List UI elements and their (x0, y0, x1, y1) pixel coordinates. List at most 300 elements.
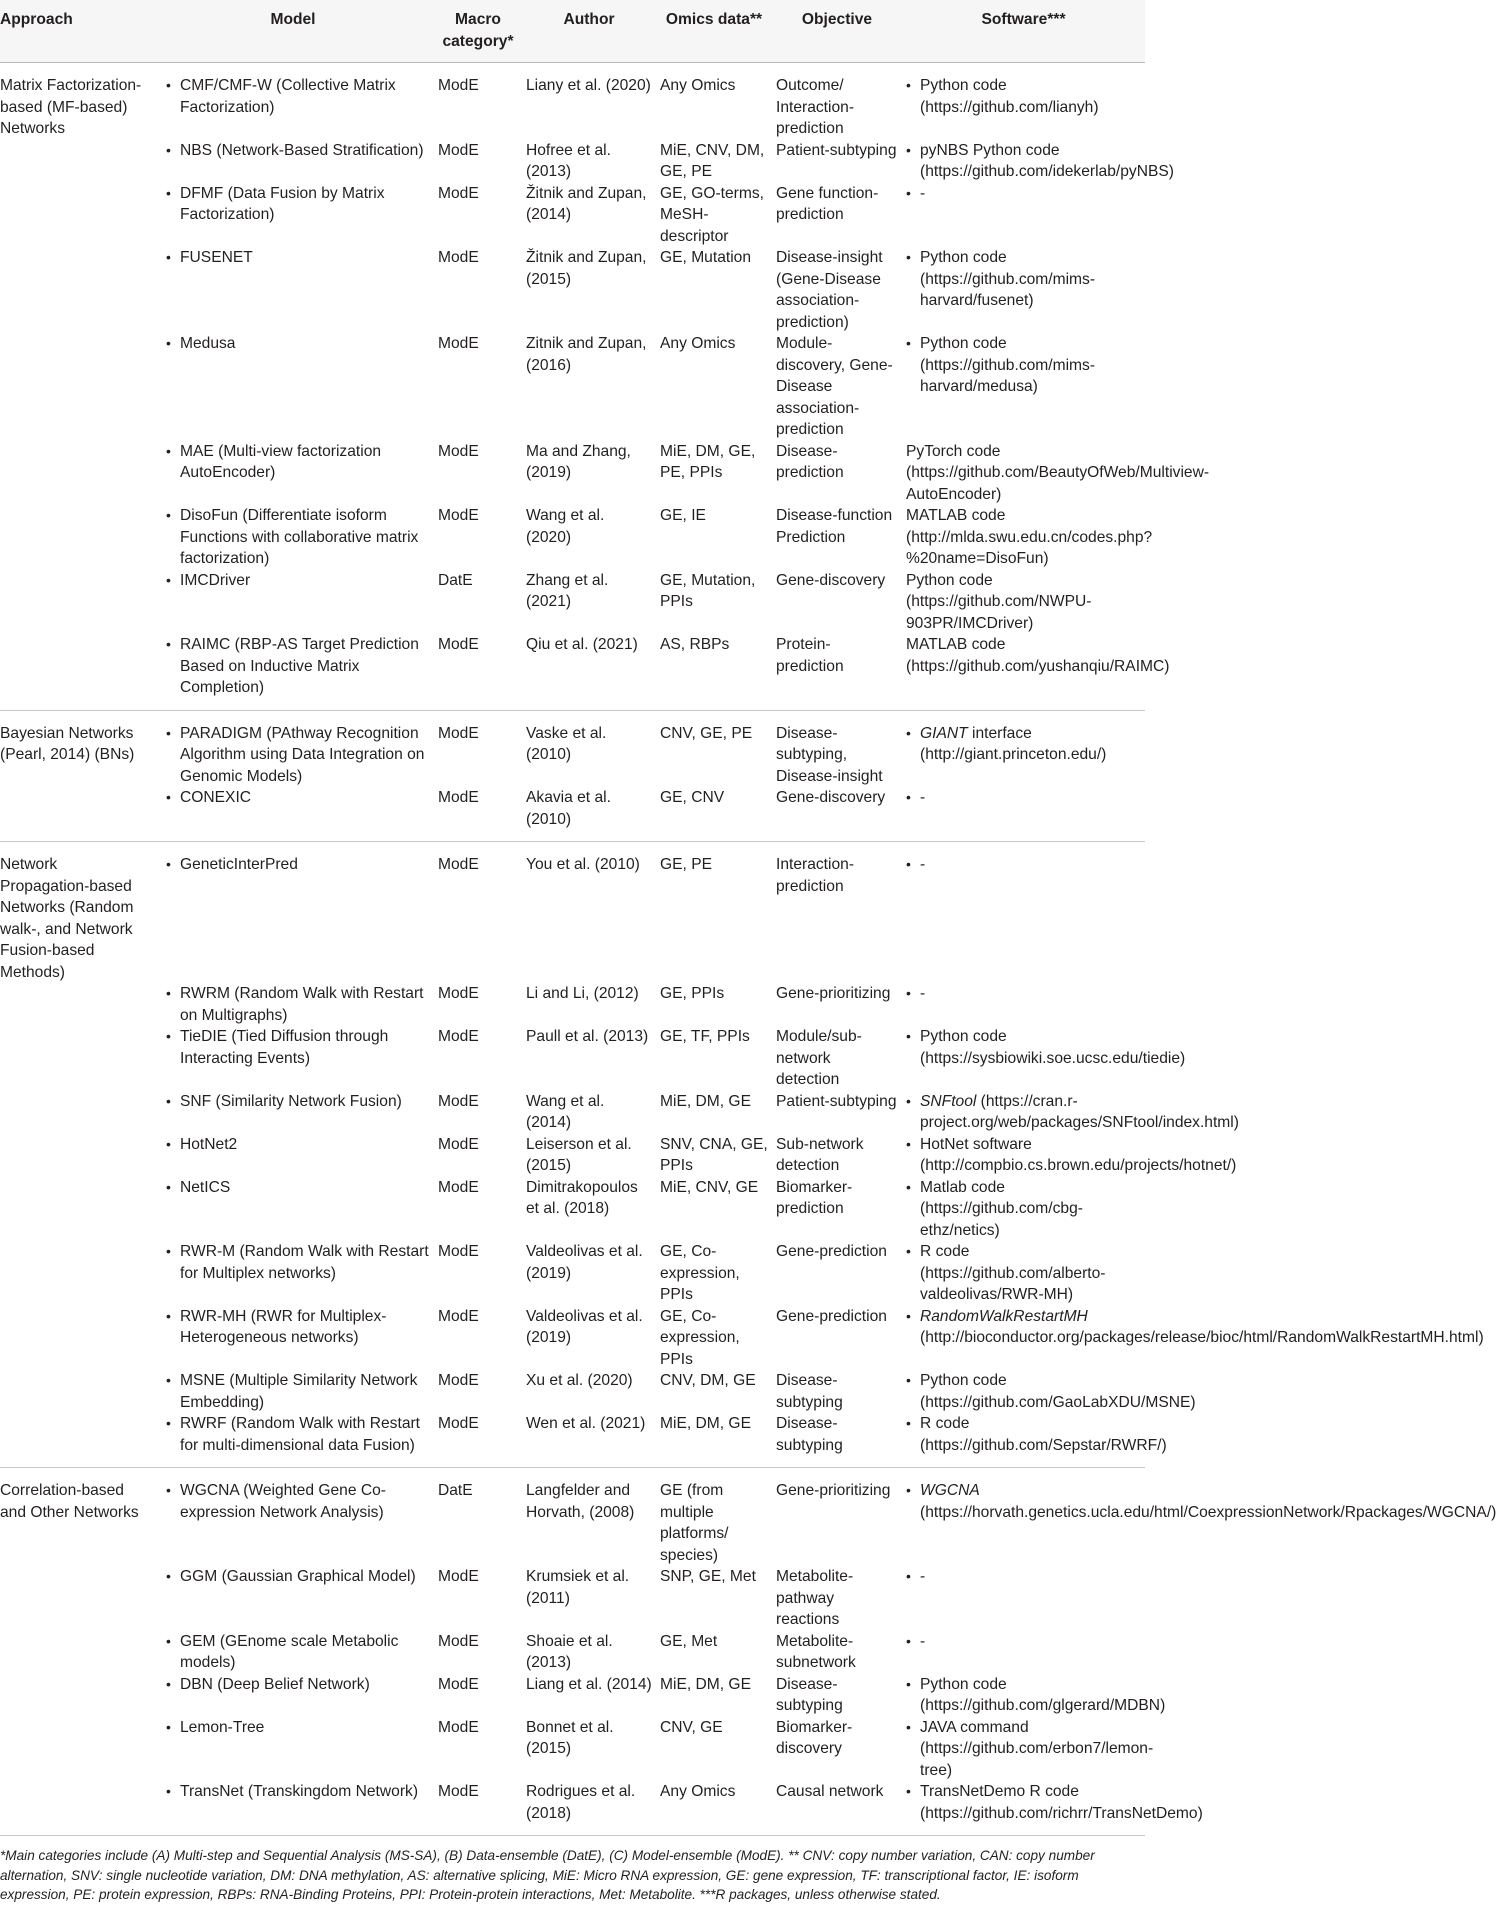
bullet-icon: • (906, 1028, 911, 1044)
cell-model (152, 247, 434, 333)
software-text (920, 1566, 1141, 1588)
cell-model (152, 634, 434, 710)
software-link-text: Python code (https://github.com/NWPU-903PR/IMCDriver) (906, 571, 1092, 632)
cell-author: Valdeolivas et al. (2019) (526, 1243, 643, 1282)
cell-omics-data: GE (from multiple platforms/ species) (660, 1482, 729, 1564)
cell-macro-category: ModE (438, 335, 479, 352)
cell-author: Žitnik and Zupan, (2014) (526, 184, 647, 223)
header-omics-data: Omics data** (656, 0, 772, 63)
cell-software (902, 1134, 1237, 1177)
table-row (0, 505, 1145, 570)
model-name: TransNet (Transkingdom Network) (180, 1783, 419, 1800)
cell-omics-data: SNV, CNA, GE, PPIs (660, 1135, 768, 1174)
cell-omics-data: MiE, CNV, DM, GE, PE (660, 141, 765, 180)
bullet-icon: • (166, 184, 171, 201)
table-row (0, 333, 1145, 441)
software-text (920, 1306, 1484, 1349)
cell-objective: Disease-subtyping (776, 1372, 843, 1411)
cell-omics-data: GE, Mutation (660, 249, 752, 266)
cell-omics-data: GE, Co-expression, PPIs (660, 1243, 740, 1303)
bullet-icon: • (166, 1415, 171, 1431)
cell-objective: Interaction-prediction (776, 856, 855, 895)
model-name: FUSENET (180, 249, 253, 266)
model-name: PARADIGM (PAthway Recognition Algorithm using Data Integration on Genomic Models) (180, 724, 425, 785)
cell-macro-category: ModE (434, 1781, 522, 1836)
cell-omics-data: CNV, GE (660, 1718, 723, 1736)
model-bullet-item (166, 570, 430, 592)
software-text (920, 1674, 1165, 1717)
bullet-icon: • (166, 249, 171, 265)
cell-objective: Disease-subtyping (772, 1413, 902, 1468)
bullet-icon: • (166, 1092, 171, 1109)
cell-macro-category: ModE (438, 442, 479, 460)
model-name: RWR-MH (RWR for Multiplex-Heterogeneous networks) (180, 1307, 387, 1346)
software-item (906, 183, 1141, 205)
bullet-icon: • (166, 1783, 171, 1799)
model-bullet-item (166, 1480, 430, 1523)
cell-model (152, 710, 434, 787)
cell-omics-data: Any Omics (660, 77, 736, 94)
cell-objective: Patient-subtyping (776, 141, 897, 159)
table-row (0, 1717, 1145, 1782)
software-link-text: HotNet software (http://compbio.cs.brown.edu/projects/hotnet/) (920, 1135, 1237, 1174)
cell-model (152, 63, 434, 140)
software-text (920, 983, 1141, 1005)
bullet-icon: • (906, 1307, 911, 1324)
cell-omics-data: GE, TF, PPIs (660, 1028, 750, 1045)
model-bullet-item (166, 1413, 430, 1456)
cell-model (152, 1717, 434, 1782)
software-link-text: - (920, 1568, 926, 1585)
cell-macro-category: ModE (438, 1135, 479, 1153)
software-link-text: TransNetDemo R code (https://github.com/richrr/TransNetDemo) (920, 1783, 1203, 1822)
software-item (906, 247, 1141, 312)
software-link-text: Python code (https://github.com/glgerard/MDBN) (920, 1675, 1166, 1714)
software-package-name: GIANT (920, 724, 968, 742)
bullet-icon: • (906, 1568, 911, 1584)
cell-approach (0, 1177, 152, 1242)
cell-model (152, 1241, 434, 1306)
cell-approach (0, 1026, 152, 1091)
bullet-icon: • (906, 141, 911, 158)
model-name: GGM (Gaussian Graphical Model) (180, 1568, 416, 1585)
cell-approach (0, 1091, 152, 1134)
table-row (0, 1631, 1145, 1674)
model-name: NetICS (180, 1178, 231, 1196)
header-macro-category: Macro category* (434, 0, 522, 63)
cell-objective: Disease-prediction (776, 442, 844, 481)
cell-author: Leiserson et al. (2015) (526, 1135, 632, 1174)
cell-objective: Causal network (772, 1781, 902, 1836)
model-name: Lemon-Tree (180, 1718, 265, 1736)
software-text (906, 570, 1141, 635)
cell-macro-category: ModE (438, 184, 479, 202)
cell-model (152, 1674, 434, 1717)
model-bullet-item (166, 1781, 430, 1803)
cell-approach: Bayesian Networks (Pearl, 2014) (BNs) (0, 724, 135, 763)
cell-model (152, 1370, 434, 1413)
table-row (0, 140, 1145, 183)
software-text (920, 854, 1141, 876)
software-text (920, 247, 1141, 312)
table-row (0, 1177, 1145, 1242)
cell-author: Dimitrakopoulos et al. (2018) (526, 1178, 638, 1217)
model-bullet-item (166, 333, 430, 355)
cell-model (152, 1026, 434, 1091)
bullet-icon: • (166, 1178, 171, 1195)
cell-author: Li and Li, (2012) (526, 985, 639, 1002)
software-text (920, 1781, 1203, 1824)
cell-omics-data: AS, RBPs (656, 634, 772, 710)
model-name: CMF/CMF-W (Collective Matrix Factorization) (180, 77, 396, 116)
cell-objective: Protein-prediction (772, 634, 902, 710)
cell-model (152, 983, 434, 1026)
cell-omics-data: MiE, DM, GE (660, 1675, 751, 1693)
cell-approach (0, 1717, 152, 1782)
cell-objective: Disease-subtyping, Disease-insight (776, 724, 883, 785)
model-bullet-item (166, 247, 430, 269)
cell-macro-category: ModE (434, 1413, 522, 1468)
cell-model (152, 787, 434, 842)
bullet-icon: • (906, 985, 911, 1001)
cell-objective: Gene function-prediction (776, 184, 879, 223)
bullet-icon: • (166, 636, 171, 652)
model-bullet-item (166, 723, 430, 788)
software-text (920, 1026, 1185, 1069)
bullet-icon: • (166, 77, 171, 93)
cell-omics-data: CNV, DM, GE (660, 1372, 756, 1389)
cell-author: Akavia et al. (2010) (522, 787, 656, 842)
cell-software (902, 634, 1170, 710)
software-item (906, 634, 1170, 677)
model-bullet-item (166, 75, 430, 118)
cell-approach (0, 570, 152, 635)
cell-author: Hofree et al. (2013) (526, 141, 611, 180)
software-text (920, 1134, 1236, 1177)
model-bullet-item (166, 1241, 430, 1284)
software-text (906, 441, 1209, 506)
cell-model (152, 1631, 434, 1674)
software-text (920, 1241, 1141, 1306)
bullet-icon: • (166, 724, 171, 741)
table-row (0, 247, 1145, 333)
cell-author: Rodrigues et al. (2018) (522, 1781, 656, 1836)
model-bullet-item (166, 1674, 430, 1696)
cell-approach (0, 505, 152, 570)
table-row (0, 1306, 1145, 1371)
cell-software (902, 505, 1153, 570)
model-bullet-item (166, 1134, 430, 1156)
model-bullet-item (166, 1091, 430, 1113)
cell-software (902, 1631, 1145, 1674)
cell-macro-category: ModE (438, 856, 479, 873)
model-name: DFMF (Data Fusion by Matrix Factorization) (180, 184, 385, 223)
header-software: Software*** (902, 0, 1145, 63)
cell-model (152, 1566, 434, 1631)
software-item (906, 983, 1141, 1005)
cell-software (902, 441, 1210, 506)
software-item (906, 333, 1141, 398)
software-link-text: Matlab code (https://github.com/cbg-ethz/netics) (920, 1178, 1083, 1239)
software-item (906, 75, 1141, 118)
header-objective: Objective (772, 0, 902, 63)
cell-software (902, 333, 1145, 441)
bullet-icon: • (166, 1675, 171, 1692)
software-text (920, 1370, 1196, 1413)
cell-objective: Gene-prioritizing (776, 985, 891, 1002)
cell-macro-category: ModE (438, 141, 479, 159)
cell-software (902, 710, 1145, 787)
cell-macro-category: ModE (434, 634, 522, 710)
bullet-icon: • (166, 1135, 171, 1152)
table-row (0, 1674, 1145, 1717)
cell-objective: Gene-prediction (776, 1307, 887, 1325)
model-bullet-item (166, 505, 430, 570)
model-bullet-item (166, 183, 430, 226)
model-name: RWRM (Random Walk with Restart on Multigraphs) (180, 985, 424, 1024)
model-bullet-item (166, 1177, 430, 1199)
model-name: MSNE (Multiple Similarity Network Embedding) (180, 1372, 418, 1411)
software-text (906, 505, 1152, 570)
cell-objective: Metabolite-pathway reactions (776, 1568, 854, 1628)
cell-author: Liany et al. (2020) (526, 77, 651, 94)
cell-objective: Biomarker-discovery (776, 1718, 853, 1757)
cell-software (902, 1091, 1239, 1134)
bullet-icon: • (166, 1028, 171, 1044)
table-row (0, 570, 1145, 635)
software-item (906, 1480, 1496, 1523)
cell-software (902, 183, 1145, 248)
software-link-text: Python code (https://github.com/mims-harvard/medusa) (920, 335, 1096, 395)
bullet-icon: • (166, 1718, 171, 1735)
header-author: Author (522, 0, 656, 63)
cell-software (902, 1241, 1145, 1306)
cell-macro-category: DatE (438, 571, 473, 589)
header-approach: Approach (0, 0, 152, 63)
cell-author: Vaske et al. (2010) (526, 724, 607, 763)
software-text (920, 183, 1141, 205)
bullet-icon: • (906, 1372, 911, 1388)
cell-objective: Patient-subtyping (776, 1092, 897, 1110)
table-row (0, 441, 1145, 506)
cell-software (902, 787, 1145, 842)
model-name: CONEXIC (180, 789, 252, 806)
cell-model (152, 183, 434, 248)
table-footnote: *Main categories include (A) Multi-step and Sequential Analysis (MS-SA), (B) Data-ensemble (DatE), (C) Model-ensemble (ModE). ** CNV: copy number variation, CAN: copy number alternation, SNV: single nucleotide variation, DM: DNA methylation, AS: alternative splicing, MiE: Micro RNA expression, GE: gene expression, TF: transcriptional factor, IE: isoform expression, PE: protein expression, RBPs: RNA-Binding Proteins, PPI: Protein-protein interactions, Met: Metabolite. ***R packages, unless otherwise stated. (0, 1848, 1095, 1902)
cell-software (902, 1177, 1145, 1242)
cell-author: You et al. (2010) (526, 856, 640, 873)
cell-approach (0, 333, 152, 441)
cell-omics-data: MiE, CNV, GE (660, 1178, 759, 1196)
model-bullet-item (166, 1306, 430, 1349)
bullet-icon: • (166, 335, 171, 351)
software-link-text: pyNBS Python code (https://github.com/idekerlab/pyNBS) (920, 141, 1174, 180)
model-bullet-item (166, 1370, 430, 1413)
software-text (920, 75, 1141, 118)
model-bullet-item (166, 983, 430, 1026)
bullet-icon: • (906, 1092, 911, 1109)
cell-approach (0, 1631, 152, 1674)
bullet-icon: • (906, 1482, 911, 1498)
bullet-icon: • (166, 507, 171, 523)
software-item (906, 1717, 1154, 1782)
model-bullet-item (166, 140, 430, 162)
header-model: Model (152, 0, 434, 63)
model-name: Medusa (180, 335, 236, 352)
cell-objective: Disease-function Prediction (776, 507, 893, 546)
cell-approach: Matrix Factorization-based (MF-based) Networks (0, 77, 142, 137)
cell-approach (0, 1370, 152, 1413)
cell-macro-category: ModE (438, 1568, 479, 1585)
cell-macro-category: ModE (438, 77, 479, 94)
cell-author: Wang et al. (2014) (526, 1092, 605, 1131)
model-name: WGCNA (Weighted Gene Co-expression Network Analysis) (180, 1482, 386, 1521)
software-item (906, 441, 1210, 506)
cell-model (152, 570, 434, 635)
software-link-text: - (920, 1632, 926, 1650)
software-link-text: Python code (https://github.com/mims-harvard/fusenet) (920, 249, 1096, 309)
table-header (0, 0, 1145, 63)
bullet-icon: • (906, 789, 911, 805)
cell-author: Ma and Zhang, (2019) (526, 442, 631, 481)
software-link-text: (https://horvath.genetics.ucla.edu/html/CoexpressionNetwork/Rpackages/WGCNA/) (920, 1503, 1496, 1521)
cell-author: Xu et al. (2020) (526, 1372, 633, 1389)
bullet-icon: • (906, 77, 911, 93)
model-name: RWRF (Random Walk with Restart for multi-dimensional data Fusion) (180, 1415, 421, 1454)
model-bullet-item (166, 1717, 430, 1739)
cell-macro-category: DatE (438, 1482, 473, 1499)
software-text (920, 723, 1141, 766)
model-name: DBN (Deep Belief Network) (180, 1675, 370, 1693)
cell-author: Žitnik and Zupan, (2015) (526, 249, 647, 288)
cell-objective: Module-discovery, Gene-Disease association-prediction (776, 335, 893, 438)
cell-macro-category: ModE (438, 1243, 479, 1260)
cell-software (902, 1566, 1145, 1631)
cell-macro-category: ModE (434, 787, 522, 842)
bullet-icon: • (906, 1135, 911, 1152)
software-item (906, 570, 1141, 635)
cell-objective: Metabolite-subnetwork (776, 1632, 856, 1671)
table-row (0, 1370, 1145, 1413)
cell-software (902, 1370, 1196, 1413)
cell-software (902, 63, 1145, 140)
cell-objective: Gene-discovery (776, 571, 886, 589)
software-text (920, 1480, 1496, 1523)
cell-model (152, 1177, 434, 1242)
cell-objective: Disease-insight (Gene-Disease association-prediction) (776, 249, 883, 331)
cell-macro-category: ModE (438, 249, 479, 266)
software-item (906, 1781, 1203, 1824)
model-name: HotNet2 (180, 1135, 238, 1153)
bullet-icon: • (166, 141, 171, 158)
cell-author: Langfelder and Horvath, (2008) (526, 1482, 635, 1521)
software-link-text: R code (https://github.com/Sepstar/RWRF/) (920, 1415, 1167, 1454)
software-item (906, 1134, 1237, 1177)
cell-model (152, 842, 434, 984)
cell-approach (0, 247, 152, 333)
cell-author: Valdeolivas et al. (2019) (526, 1307, 643, 1346)
cell-model (152, 1413, 434, 1468)
software-item (906, 1674, 1166, 1717)
cell-approach (0, 983, 152, 1026)
cell-objective: Biomarker-prediction (776, 1178, 853, 1217)
model-name: GeneticInterPred (180, 856, 298, 873)
bullet-icon: • (906, 724, 911, 741)
table-row (0, 983, 1145, 1026)
software-text (906, 634, 1169, 677)
cell-omics-data: SNP, GE, Met (660, 1568, 756, 1585)
cell-macro-category: ModE (438, 1092, 479, 1110)
software-link-text: - (920, 184, 926, 202)
software-text (920, 333, 1141, 398)
cell-approach (0, 634, 152, 710)
cell-omics-data: CNV, GE, PE (660, 724, 753, 742)
software-item (906, 1306, 1484, 1349)
model-bullet-item (166, 1026, 430, 1069)
software-text (920, 1717, 1153, 1782)
cell-objective: Gene-prioritizing (776, 1482, 891, 1499)
model-name: IMCDriver (180, 571, 251, 589)
software-link-text: MATLAB code (http://mlda.swu.edu.cn/codes.php?%20name=DisoFun) (906, 507, 1153, 567)
software-package-name: RandomWalkRestartMH (920, 1307, 1088, 1325)
cell-software (902, 570, 1145, 635)
cell-author: Paull et al. (2013) (526, 1028, 649, 1045)
cell-macro-category: ModE (438, 1372, 479, 1389)
cell-software (902, 1413, 1167, 1468)
software-link-text: Python code (https://sysbiowiki.soe.ucsc.edu/tiedie) (920, 1028, 1186, 1067)
bullet-icon: • (166, 1243, 171, 1259)
software-link-text: - (920, 789, 926, 806)
cell-omics-data: MiE, DM, GE (660, 1092, 751, 1110)
cell-model (152, 140, 434, 183)
bullet-icon: • (906, 1243, 911, 1259)
cell-approach (0, 140, 152, 183)
bullet-icon: • (166, 442, 171, 459)
cell-model (152, 1306, 434, 1371)
software-text (920, 1177, 1141, 1242)
model-bullet-item (166, 1566, 430, 1588)
model-name: RAIMC (RBP-AS Target Prediction Based on Inductive Matrix Completion) (180, 636, 419, 696)
software-link-text: PyTorch code (https://github.com/BeautyOfWeb/Multiview-AutoEncoder) (906, 442, 1210, 503)
bullet-icon: • (166, 1372, 171, 1388)
model-name: TieDIE (Tied Diffusion through Interacting Events) (180, 1028, 389, 1067)
cell-macro-category: ModE (438, 1632, 479, 1650)
cell-approach (0, 1674, 152, 1717)
software-item (906, 1566, 1141, 1588)
cell-macro-category: ModE (438, 1028, 479, 1045)
table-row (0, 1134, 1145, 1177)
table-row (0, 842, 1145, 984)
table-row (0, 1413, 1145, 1468)
cell-omics-data: GE, CNV (656, 787, 772, 842)
bullet-icon: • (166, 789, 171, 805)
cell-objective: Disease-subtyping (776, 1675, 843, 1714)
cell-author: Zhang et al. (2021) (526, 571, 609, 610)
cell-model (152, 1091, 434, 1134)
bullet-icon: • (906, 1675, 911, 1692)
table-row (0, 183, 1145, 248)
software-link-text: MATLAB code (https://github.com/yushanqiu/RAIMC) (906, 636, 1170, 675)
cell-software (902, 1674, 1166, 1717)
software-text (920, 787, 1141, 809)
cell-approach (0, 1781, 152, 1836)
cell-software (902, 140, 1174, 183)
cell-macro-category: ModE (438, 507, 479, 524)
cell-objective: Module/sub-network detection (776, 1028, 862, 1088)
cell-software (902, 842, 1145, 984)
bullet-icon: • (906, 1783, 911, 1799)
software-item (906, 505, 1153, 570)
